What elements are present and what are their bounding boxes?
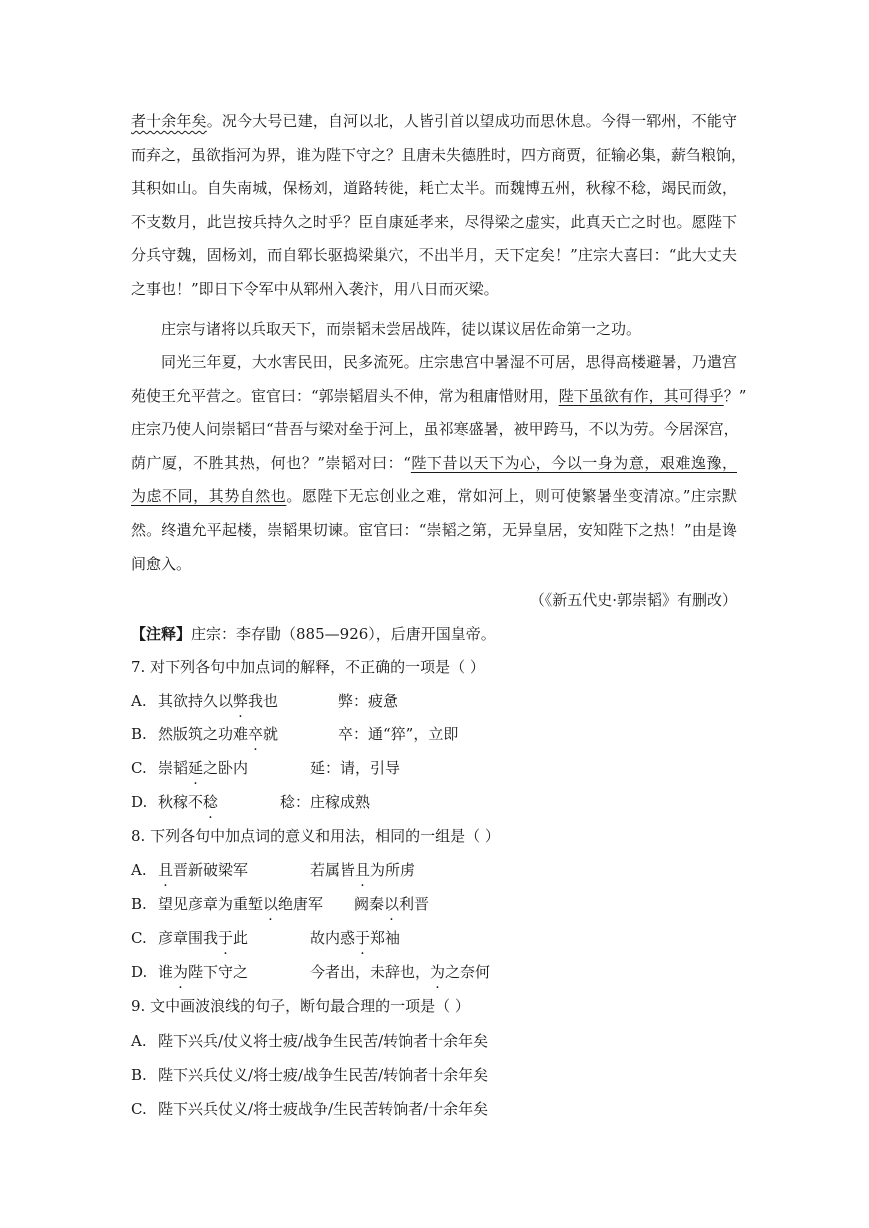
question-9-option-a: A. 陛下兴兵/仗义将士疲/战争生民苦/转饷者十余年矣 <box>131 1032 489 1050</box>
wavy-underlined-text: 者十余年矣 <box>131 112 207 130</box>
dotted-character: 弊 <box>233 692 249 710</box>
passage-line: 然。终遣允平起楼，崇韬果切谏。宦官曰：“崇韬之第，无异皇居，安知陛下之热！”由是谗 <box>131 520 737 539</box>
dotted-character: 稔 <box>203 793 219 811</box>
option-gloss: 卒：通“猝”，立即 <box>338 725 459 743</box>
passage-line: 者十余年矣。况今大号已建，自河以北，人皆引首以望成功而思休息。今得一郓州，不能守 <box>131 112 737 130</box>
passage-line: 之事也！”即日下令军中从郓州入袭汴，用八日而灭梁。 <box>131 279 499 298</box>
annotation-note <box>131 618 496 651</box>
passage-paragraph-1 <box>131 105 747 307</box>
question-8-stem: 8. 下列各句中加点词的意义和用法，相同的一组是（ ） <box>131 827 500 845</box>
underlined-text: 为虑不同，其势自然也 <box>131 487 287 506</box>
option-gloss: 延：请，引导 <box>310 759 401 777</box>
note-text: 庄宗：李存勖（885—926），后唐开国皇帝。 <box>191 625 496 643</box>
dotted-character: 且 <box>158 861 174 879</box>
question-7-option-c: C. 崇韬延之卧内 延：请，引导 <box>131 759 401 777</box>
question-9-option-b: B. 陛下兴兵仗义/将士疲/战争生民苦/转饷者十余年矣 <box>131 1066 489 1084</box>
dotted-character: 为 <box>173 963 189 981</box>
question-7-option-d: D. 秋稼不稔 稔：庄稼成熟 <box>131 793 371 811</box>
underlined-text: 陛下虽欲有作，其可得乎 <box>558 386 724 405</box>
question-8-option-d: D. 谁为陛下守之 今者出，未辞也，为之奈何 <box>131 963 491 981</box>
dotted-character: 延 <box>188 759 204 777</box>
passage-line: 荫广厦，不胜其热，何也？”崇韬对曰：“陛下昔以天下为心，今以一身为意，艰难逸豫， <box>131 453 737 472</box>
underlined-text: 陛下昔以天下为心，今以一身为意，艰难逸豫， <box>410 453 737 472</box>
passage-line: 庄宗乃使人问崇韬曰“昔吾与梁对垒于河上，虽祁寒盛暑，被甲跨马，不以为劳。今居深宫， <box>131 420 739 439</box>
option-gloss: 弊：疲惫 <box>338 692 399 710</box>
dotted-character: 于 <box>218 929 234 947</box>
question-8-option-c: C. 彦章围我于此 故内惑于郑袖 <box>131 929 401 947</box>
question-8-option-a: A. 且晋新破梁军 若属皆且为所虏 <box>131 861 416 879</box>
passage-line: 其积如山。自失南城，保杨刘，道路转徙，耗亡太半。而魏博五州，秋稼不稔，竭民而敛， <box>131 179 737 198</box>
passage-line: 同光三年夏，大水害民田，民多流死。庄宗患宫中暑湿不可居，思得高楼避暑，乃遣宫 <box>161 353 737 371</box>
dotted-character: 且 <box>355 861 371 879</box>
dotted-character: 以 <box>263 895 279 913</box>
question-9-option-c: C. 陛下兴兵仗义/将士疲战争/生民苦转饷者/十余年矣 <box>131 1100 489 1118</box>
passage-source: （《新五代史·郭崇韬》有删改） <box>529 591 737 609</box>
passage-line: 不支数月，此岂按兵持久之时乎？臣自康延孝来，尽得梁之虚实，此真天亡之时也。愿陛下 <box>131 212 737 231</box>
passage-line: 而弃之，虽欲指河为界，谁为陛下守之？且唐未失德胜时，四方商贾，征输必集，薪刍粮饷， <box>131 145 747 164</box>
passage-line: 苑使王允平营之。宦官曰：“郭崇韬眉头不伸，常为租庸惜财用，陛下虽欲有作，其可得乎？” <box>131 386 747 405</box>
passage-line: 间愈入。 <box>131 554 192 573</box>
question-7-option-b: B. 然版筑之功难卒就 卒：通“猝”，立即 <box>131 725 459 743</box>
note-label: 【注释】 <box>131 625 192 643</box>
question-7-stem: 7. 对下列各句中加点词的解释，不正确的一项是（ ） <box>131 658 485 676</box>
passage-paragraph-3 <box>131 346 747 581</box>
question-9-stem: 9. 文中画波浪线的句子，断句最合理的一项是（ ） <box>131 997 470 1015</box>
dotted-character: 卒 <box>248 725 264 743</box>
question-7-option-a: A. 其欲持久以弊我也 弊：疲惫 <box>131 692 399 710</box>
passage-line: 庄宗与诸将以兵取天下，而崇韬未尝居战阵，徒以谋议居佐命第一之功。 <box>161 320 642 338</box>
question-8-option-b: B. 望见彦章为重堑以绝唐军 阙秦以利晋 <box>131 895 430 913</box>
passage-line: 分兵守魏，固杨刘，而自郓长驱捣梁巢穴，不出半月，天下定矣！”庄宗大喜曰：“此大丈夫 <box>131 246 737 265</box>
passage-line: 为虑不同，其势自然也。愿陛下无忘创业之难，常如河上，则可使繁暑坐变清凉。”庄宗默 <box>131 487 737 506</box>
option-gloss: 稔：庄稼成熟 <box>280 793 371 811</box>
dotted-character: 以 <box>384 895 400 913</box>
passage-paragraph-2 <box>131 313 737 347</box>
dotted-character: 为 <box>430 963 446 981</box>
dotted-character: 于 <box>355 929 371 947</box>
